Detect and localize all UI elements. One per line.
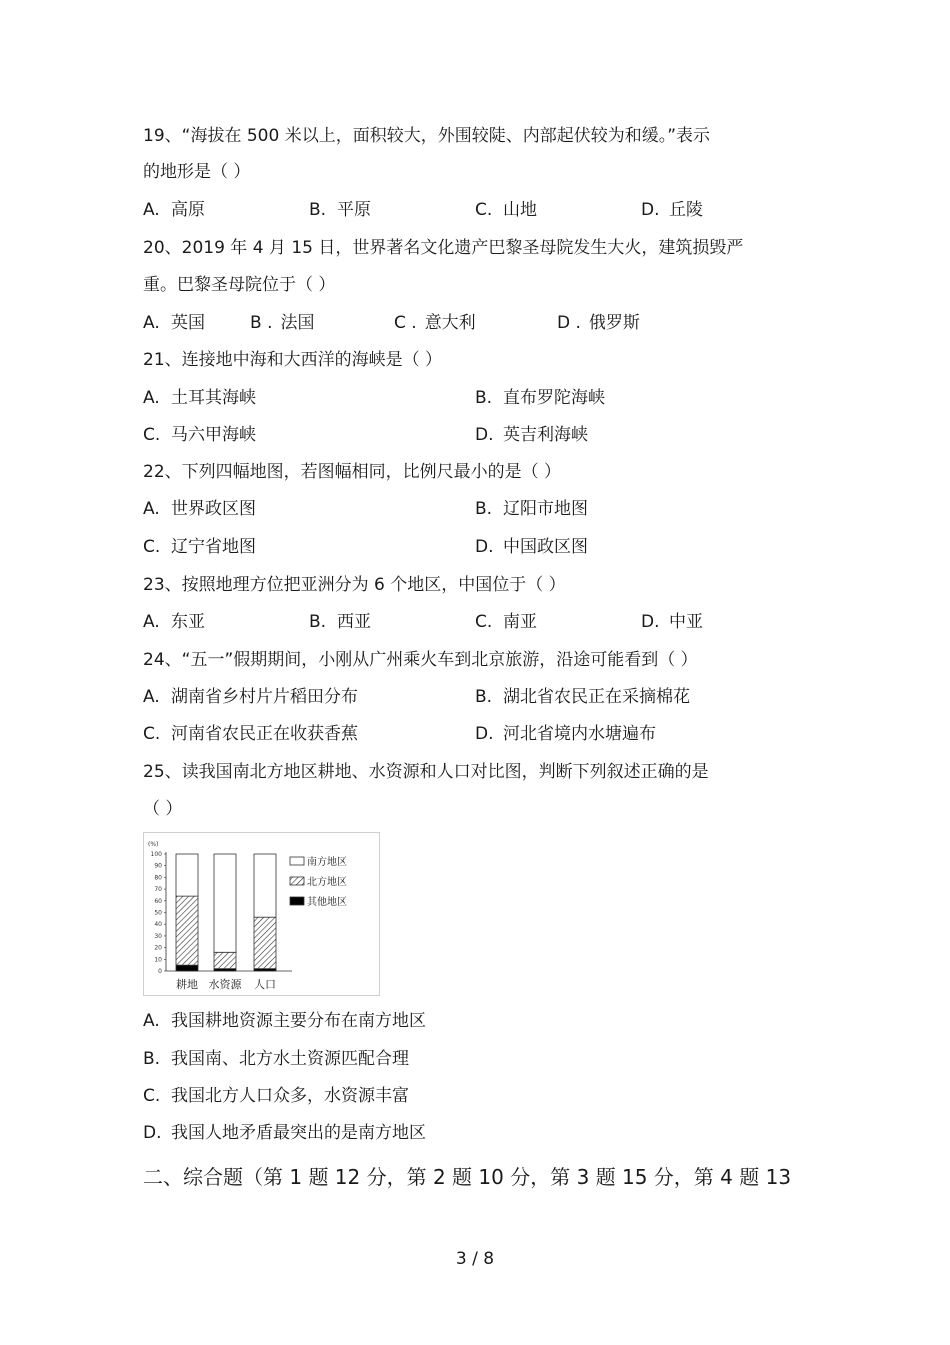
legend-label: 其他地区 <box>307 897 347 908</box>
q20-option-a: A. 英国 <box>143 313 205 333</box>
q23-option-a: A. 东亚 <box>143 612 205 632</box>
q19-option-c: C. 山地 <box>475 200 537 220</box>
q24-option-b: B. 湖北省农民正在采摘棉花 <box>475 687 690 707</box>
y-tick-label: 0 <box>158 968 162 975</box>
q24-option-a: A. 湖南省乡村片片稻田分布 <box>143 687 358 707</box>
bar-segment <box>214 854 236 952</box>
y-tick-label: 60 <box>154 897 162 905</box>
q24-option-d: D. 河北省境内水塘遍布 <box>475 724 656 744</box>
y-tick-label: 30 <box>154 932 162 940</box>
q22-option-c: C. 辽宁省地图 <box>143 537 256 557</box>
legend-swatch <box>290 897 304 905</box>
bar-segment <box>176 965 198 971</box>
y-tick-label: 80 <box>154 874 162 882</box>
q22-option-d: D. 中国政区图 <box>475 537 588 557</box>
bar-segment <box>254 854 276 917</box>
y-tick-label: 20 <box>154 944 162 952</box>
q24-option-c: C. 河南省农民正在收获香蕉 <box>143 724 358 744</box>
q21-stem: 21、连接地中海和大西洋的海峡是（ ） <box>143 350 443 370</box>
y-tick-label: 100 <box>150 851 162 858</box>
q19-option-d: D. 丘陵 <box>641 200 703 220</box>
q19-stem-line2: 的地形是（ ） <box>143 162 251 182</box>
q25-option-d: D. 我国人地矛盾最突出的是南方地区 <box>143 1123 426 1143</box>
stacked-bar-chart <box>143 832 380 996</box>
q20-option-b: B . 法国 <box>250 313 315 333</box>
legend-label: 南方地区 <box>307 857 347 868</box>
x-category-label: 水资源 <box>208 978 242 991</box>
q20-option-d: D . 俄罗斯 <box>557 313 640 333</box>
q19-option-a: A. 高原 <box>143 200 205 220</box>
q19-stem-line1: 19、“海拔在 500 米以上，面积较大，外围较陡、内部起伏较为和缓。”表示 <box>143 126 711 146</box>
x-category-label: 耕地 <box>176 978 198 991</box>
y-axis-unit-label: (%) <box>148 841 159 848</box>
y-tick-label: 70 <box>154 886 162 894</box>
bar-segment <box>254 917 276 968</box>
bar-segment <box>176 854 198 896</box>
q23-option-c: C. 南亚 <box>475 612 537 632</box>
q25-stem-line1: 25、读我国南北方地区耕地、水资源和人口对比图，判断下列叙述正确的是 <box>143 762 709 782</box>
y-tick-label: 50 <box>154 909 162 917</box>
q22-option-b: B. 辽阳市地图 <box>475 499 588 519</box>
y-tick-label: 40 <box>154 921 162 929</box>
bar-segment <box>176 896 198 965</box>
q23-option-d: D. 中亚 <box>641 612 703 632</box>
q25-option-a: A. 我国耕地资源主要分布在南方地区 <box>143 1011 426 1031</box>
y-tick-label: 90 <box>154 862 162 870</box>
q21-option-d: D. 英吉利海峡 <box>475 425 588 445</box>
y-tick-label: 10 <box>154 956 162 964</box>
page-number: 3 / 8 <box>455 1249 495 1269</box>
x-category-label: 人口 <box>254 978 276 991</box>
q19-option-b: B. 平原 <box>309 200 371 220</box>
section-2-heading: 二、综合题（第 1 题 12 分，第 2 题 10 分，第 3 题 15 分，第 4 题 13 <box>143 1165 792 1189</box>
q24-stem: 24、“五一”假期期间，小刚从广州乘火车到北京旅游，沿途可能看到（ ） <box>143 650 698 670</box>
q23-option-b: B. 西亚 <box>309 612 371 632</box>
legend-swatch <box>290 857 304 865</box>
q21-option-c: C. 马六甲海峡 <box>143 425 256 445</box>
legend-label: 北方地区 <box>307 877 347 888</box>
chart-svg <box>144 833 379 995</box>
q21-option-b: B. 直布罗陀海峡 <box>475 388 605 408</box>
q25-option-b: B. 我国南、北方水土资源匹配合理 <box>143 1049 409 1069</box>
bar-segment <box>214 952 236 968</box>
legend-swatch <box>290 877 304 885</box>
q25-stem-line2: （ ） <box>143 799 183 819</box>
q22-stem: 22、下列四幅地图，若图幅相同，比例尺最小的是（ ） <box>143 462 562 482</box>
q22-option-a: A. 世界政区图 <box>143 499 256 519</box>
q23-stem: 23、按照地理方位把亚洲分为 6 个地区，中国位于（ ） <box>143 575 566 595</box>
q25-option-c: C. 我国北方人口众多，水资源丰富 <box>143 1086 409 1106</box>
q21-option-a: A. 土耳其海峡 <box>143 388 256 408</box>
q20-stem-line1: 20、2019 年 4 月 15 日，世界著名文化遗产巴黎圣母院发生大火，建筑损毁严 <box>143 238 744 258</box>
q20-option-c: C . 意大利 <box>394 313 476 333</box>
q20-stem-line2: 重。巴黎圣母院位于（ ） <box>143 275 336 295</box>
